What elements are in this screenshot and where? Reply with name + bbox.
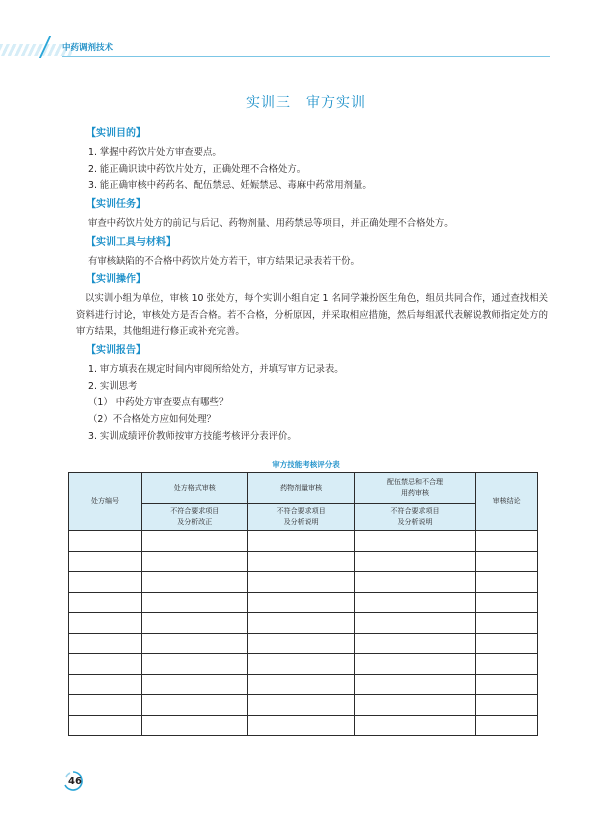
table-cell [142,613,248,634]
subheader-compat-line1: 不符合要求项目 [390,507,440,515]
table-title: 审方技能考核评分表 [272,460,340,469]
section-heading-task: 【实训任务】 [86,199,146,211]
table-cell [354,551,475,572]
header-compat-line1: 配伍禁忌和不合理 [387,478,444,486]
table-cell [248,613,354,634]
table-cell [142,551,248,572]
table-row [69,531,538,552]
header-dose-review: 药物剂量审核 [248,473,354,504]
table-cell [476,654,538,675]
section-heading-report: 【实训报告】 [86,344,146,356]
table-cell [354,715,475,736]
subheader-dose-line1: 不符合要求项目 [276,507,326,515]
table-cell [354,654,475,675]
table-cell [69,551,142,572]
table-cell [69,715,142,736]
table-cell [142,654,248,675]
report-item: 3. 实训成绩评价教师按审方技能考核评分表评价。 [88,430,297,442]
section-heading-tools: 【实训工具与材料】 [86,236,176,248]
table-cell [476,592,538,613]
table-cell [142,531,248,552]
operation-text: 以实训小组为单位，审核 10 张处方，每个实训小组自定 1 名同学兼扮医生角色，组员共同合作，通过查找相关资料进行讨论，审核处方是否合格。若不合格，分析原因，并采取相应措施，然后每组派代表解说教师指定处方的审方结果，其他组进行修正或补充完善。 [76,293,548,338]
header-conclusion: 审核结论 [476,473,538,531]
table-cell [248,592,354,613]
table-cell [142,695,248,716]
scoring-table [68,472,538,736]
section-heading-purpose: 【实训目的】 [86,128,146,139]
table-cell [142,633,248,654]
table-cell [248,715,354,736]
table-row [69,613,538,634]
subheader-compat [354,504,475,531]
table-cell [248,551,354,572]
section-heading-operation: 【实训操作】 [86,274,146,286]
table-cell [248,654,354,675]
subheader-dose [248,504,354,531]
table-row [69,592,538,613]
subheader-format-line1: 不符合要求项目 [170,507,220,515]
book-title: 中药调剂技术 [62,43,114,53]
table-row [69,695,538,716]
table-cell [69,592,142,613]
table-cell [142,715,248,736]
table-cell [354,531,475,552]
table-row [69,633,538,654]
table-cell [354,695,475,716]
table-cell [69,613,142,634]
table-row [69,654,538,675]
report-item: （2）不合格处方应如何处理？ [88,414,216,426]
table-body [69,531,538,736]
main-content [76,124,548,446]
running-header [0,30,612,60]
table-cell [476,695,538,716]
table-cell [142,592,248,613]
table-cell [476,551,538,572]
table-row [69,572,538,593]
table-cell [69,674,142,695]
task-text: 审查中药饮片处方的前记与后记、药物剂量、用药禁忌等项目，并正确处理不合格处方。 [88,217,454,229]
table-cell [476,674,538,695]
table-cell [354,613,475,634]
table-cell [142,674,248,695]
table-cell [69,633,142,654]
table-cell [69,695,142,716]
header-format-review: 处方格式审核 [142,473,248,504]
table-cell [476,633,538,654]
purpose-item: 1. 掌握中药饮片处方审查要点。 [88,146,222,158]
page-title: 实训三 审方实训 [246,95,366,111]
header-prescription-id: 处方编号 [69,473,142,531]
table-cell [248,531,354,552]
table-row [69,674,538,695]
subheader-format-line2: 及分析改正 [177,518,213,526]
table-cell [476,715,538,736]
table-cell [142,572,248,593]
table-cell [476,531,538,552]
table-cell [248,674,354,695]
table-row [69,551,538,572]
subheader-format [142,504,248,531]
table-cell [476,613,538,634]
table-cell [248,572,354,593]
header-compat-line2: 用药审核 [401,489,430,497]
report-item: 2. 实训思考 [88,380,138,392]
table-cell [354,592,475,613]
page-number: 46 [68,776,82,787]
report-item: 1. 审方填表在规定时间内审阅所给处方，并填写审方记录表。 [88,363,344,375]
table-cell [354,674,475,695]
table-cell [354,572,475,593]
header-rule [62,56,550,57]
subheader-compat-line2: 及分析说明 [397,518,433,526]
purpose-item: 3. 能正确审核中药药名、配伍禁忌、妊娠禁忌、毒麻中药常用剂量。 [88,180,372,192]
table-row [69,715,538,736]
table-cell [69,654,142,675]
table-cell [69,531,142,552]
purpose-item: 2. 能正确识读中药饮片处方，正确处理不合格处方。 [88,163,307,175]
table-cell [248,633,354,654]
subheader-dose-line2: 及分析说明 [283,518,319,526]
table-cell [476,572,538,593]
table-cell [248,695,354,716]
report-item: （1） 中药处方审查要点有哪些？ [88,397,229,409]
table-cell [354,633,475,654]
header-compat-review [354,473,475,504]
table-cell [69,572,142,593]
tools-text: 有审核缺陷的不合格中药饮片处方若干，审方结果记录表若干份。 [88,255,360,267]
